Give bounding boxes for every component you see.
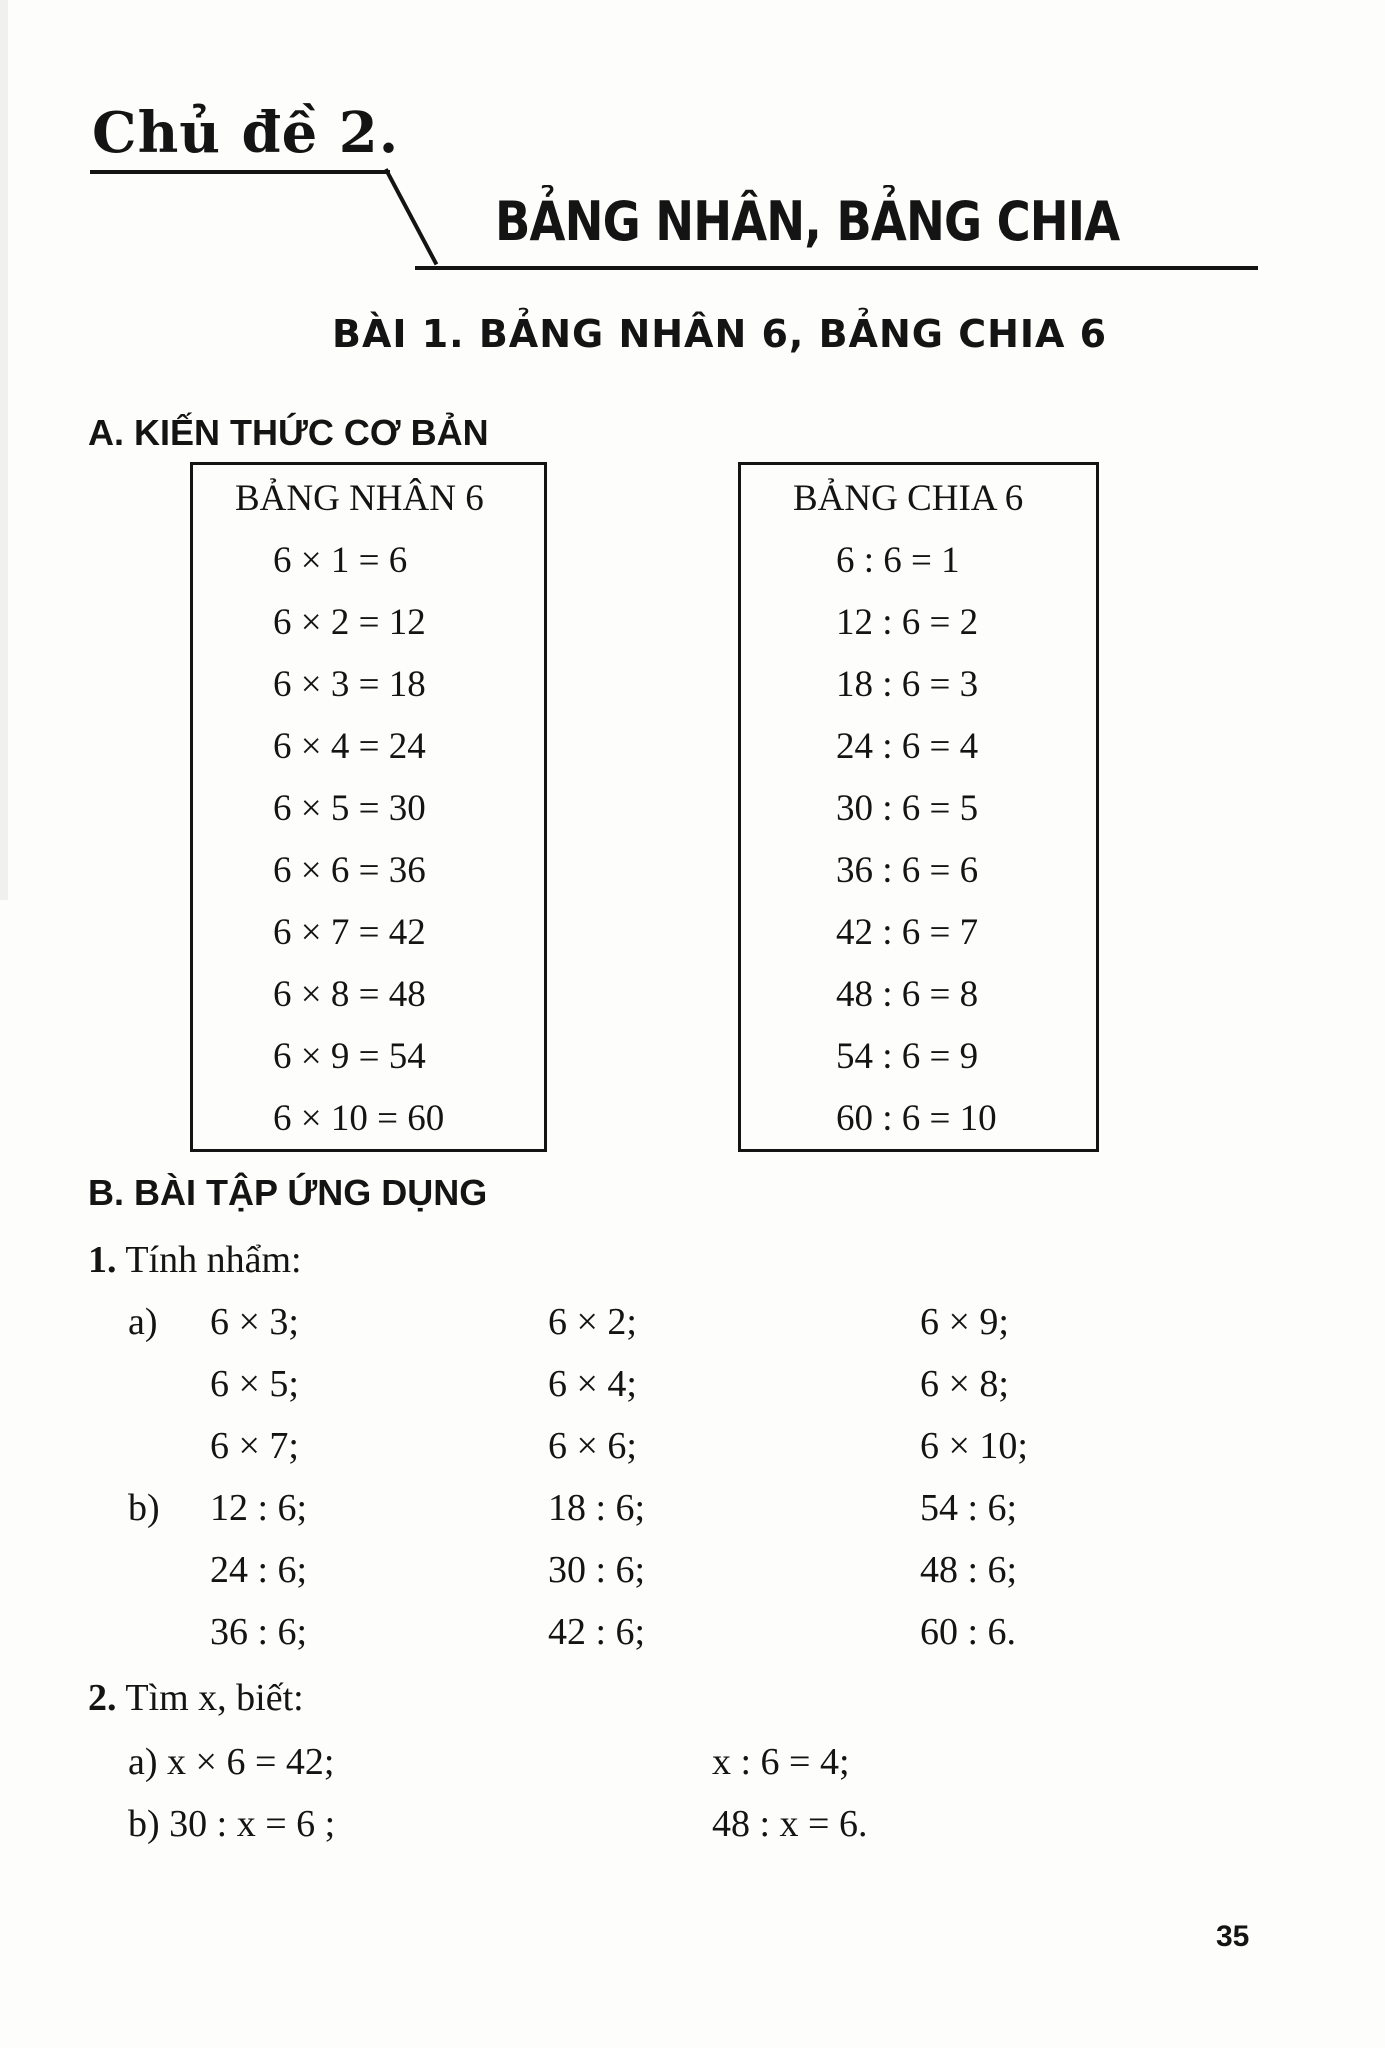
multiplication-row: 6 × 3 = 18 bbox=[273, 664, 426, 705]
multiplication-row: 6 × 5 = 30 bbox=[273, 788, 426, 829]
exercise-1b-item: 12 : 6; bbox=[210, 1487, 308, 1529]
exercise-2-number: 2. bbox=[88, 1677, 117, 1719]
exercise-1-title: Tính nhẩm: bbox=[125, 1239, 302, 1281]
division-row: 18 : 6 = 3 bbox=[836, 664, 979, 705]
exercise-1b-item: 24 : 6; bbox=[210, 1549, 308, 1591]
exercise-1b-item: 36 : 6; bbox=[210, 1611, 308, 1653]
exercise-1a-item: 6 × 7; bbox=[210, 1425, 299, 1467]
exercise-2-title: Tìm x, biết: bbox=[125, 1677, 304, 1719]
exercise-1a-item: 6 × 10; bbox=[920, 1425, 1028, 1467]
chapter-title: BẢNG NHÂN, BẢNG CHIA bbox=[495, 190, 1120, 253]
lesson-title: BÀI 1. BẢNG NHÂN 6, BẢNG CHIA 6 bbox=[332, 312, 1108, 356]
exercise-1b-item: 60 : 6. bbox=[920, 1611, 1017, 1653]
multiplication-row: 6 × 7 = 42 bbox=[273, 912, 426, 953]
exercise-2b-left: b) 30 : x = 6 ; bbox=[128, 1803, 336, 1845]
division-row: 60 : 6 = 10 bbox=[836, 1098, 997, 1139]
multiplication-table-box bbox=[190, 462, 547, 1152]
division-row: 30 : 6 = 5 bbox=[836, 788, 979, 829]
exercise-1a-item: 6 × 6; bbox=[548, 1425, 637, 1467]
division-row: 48 : 6 = 8 bbox=[836, 974, 979, 1015]
multiplication-row: 6 × 9 = 54 bbox=[273, 1036, 426, 1077]
exercise-2a-right: x : 6 = 4; bbox=[712, 1741, 850, 1783]
exercise-1a-item: 6 × 4; bbox=[548, 1363, 637, 1405]
section-b-heading: B. BÀI TẬP ỨNG DỤNG bbox=[88, 1172, 488, 1213]
title-rule bbox=[415, 266, 1258, 270]
multiplication-row: 6 × 4 = 24 bbox=[273, 726, 426, 767]
exercise-1b-item: 30 : 6; bbox=[548, 1549, 646, 1591]
division-row: 36 : 6 = 6 bbox=[836, 850, 979, 891]
exercise-2a-left: a) x × 6 = 42; bbox=[128, 1741, 335, 1783]
exercise-1a-label: a) bbox=[128, 1301, 158, 1343]
exercise-1a-item: 6 × 5; bbox=[210, 1363, 299, 1405]
multiplication-row: 6 × 6 = 36 bbox=[273, 850, 426, 891]
division-row: 54 : 6 = 9 bbox=[836, 1036, 979, 1077]
exercise-2b-right: 48 : x = 6. bbox=[712, 1803, 868, 1845]
multiplication-row: 6 × 8 = 48 bbox=[273, 974, 426, 1015]
exercise-1b-item: 18 : 6; bbox=[548, 1487, 646, 1529]
section-a-heading: A. KIẾN THỨC CƠ BẢN bbox=[88, 412, 489, 453]
division-row: 12 : 6 = 2 bbox=[836, 602, 979, 643]
page-edge-shadow bbox=[0, 0, 8, 900]
division-row: 6 : 6 = 1 bbox=[836, 540, 960, 581]
exercise-1b-item: 54 : 6; bbox=[920, 1487, 1018, 1529]
exercise-1b-item: 42 : 6; bbox=[548, 1611, 646, 1653]
multiplication-row: 6 × 2 = 12 bbox=[273, 602, 426, 643]
page-number: 35 bbox=[1216, 1920, 1250, 1953]
multiplication-table-title: BẢNG NHÂN 6 bbox=[235, 478, 484, 519]
title-slash-decoration bbox=[384, 168, 438, 265]
exercise-1-heading bbox=[88, 1238, 302, 1282]
division-table-box bbox=[738, 462, 1099, 1152]
multiplication-row: 6 × 10 = 60 bbox=[273, 1098, 445, 1139]
exercise-1-number: 1. bbox=[88, 1239, 117, 1281]
division-table-title: BẢNG CHIA 6 bbox=[793, 478, 1024, 519]
exercise-1b-label: b) bbox=[128, 1487, 160, 1529]
multiplication-row: 6 × 1 = 6 bbox=[273, 540, 408, 581]
exercise-1a-item: 6 × 9; bbox=[920, 1301, 1009, 1343]
exercise-1b-item: 48 : 6; bbox=[920, 1549, 1018, 1591]
topic-heading: Chủ đề 2. bbox=[92, 100, 400, 166]
exercise-2-heading bbox=[88, 1676, 304, 1720]
division-row: 42 : 6 = 7 bbox=[836, 912, 979, 953]
exercise-1a-item: 6 × 2; bbox=[548, 1301, 637, 1343]
division-row: 24 : 6 = 4 bbox=[836, 726, 979, 767]
topic-underline bbox=[90, 170, 390, 174]
exercise-1a-item: 6 × 8; bbox=[920, 1363, 1009, 1405]
exercise-1a-item: 6 × 3; bbox=[210, 1301, 299, 1343]
